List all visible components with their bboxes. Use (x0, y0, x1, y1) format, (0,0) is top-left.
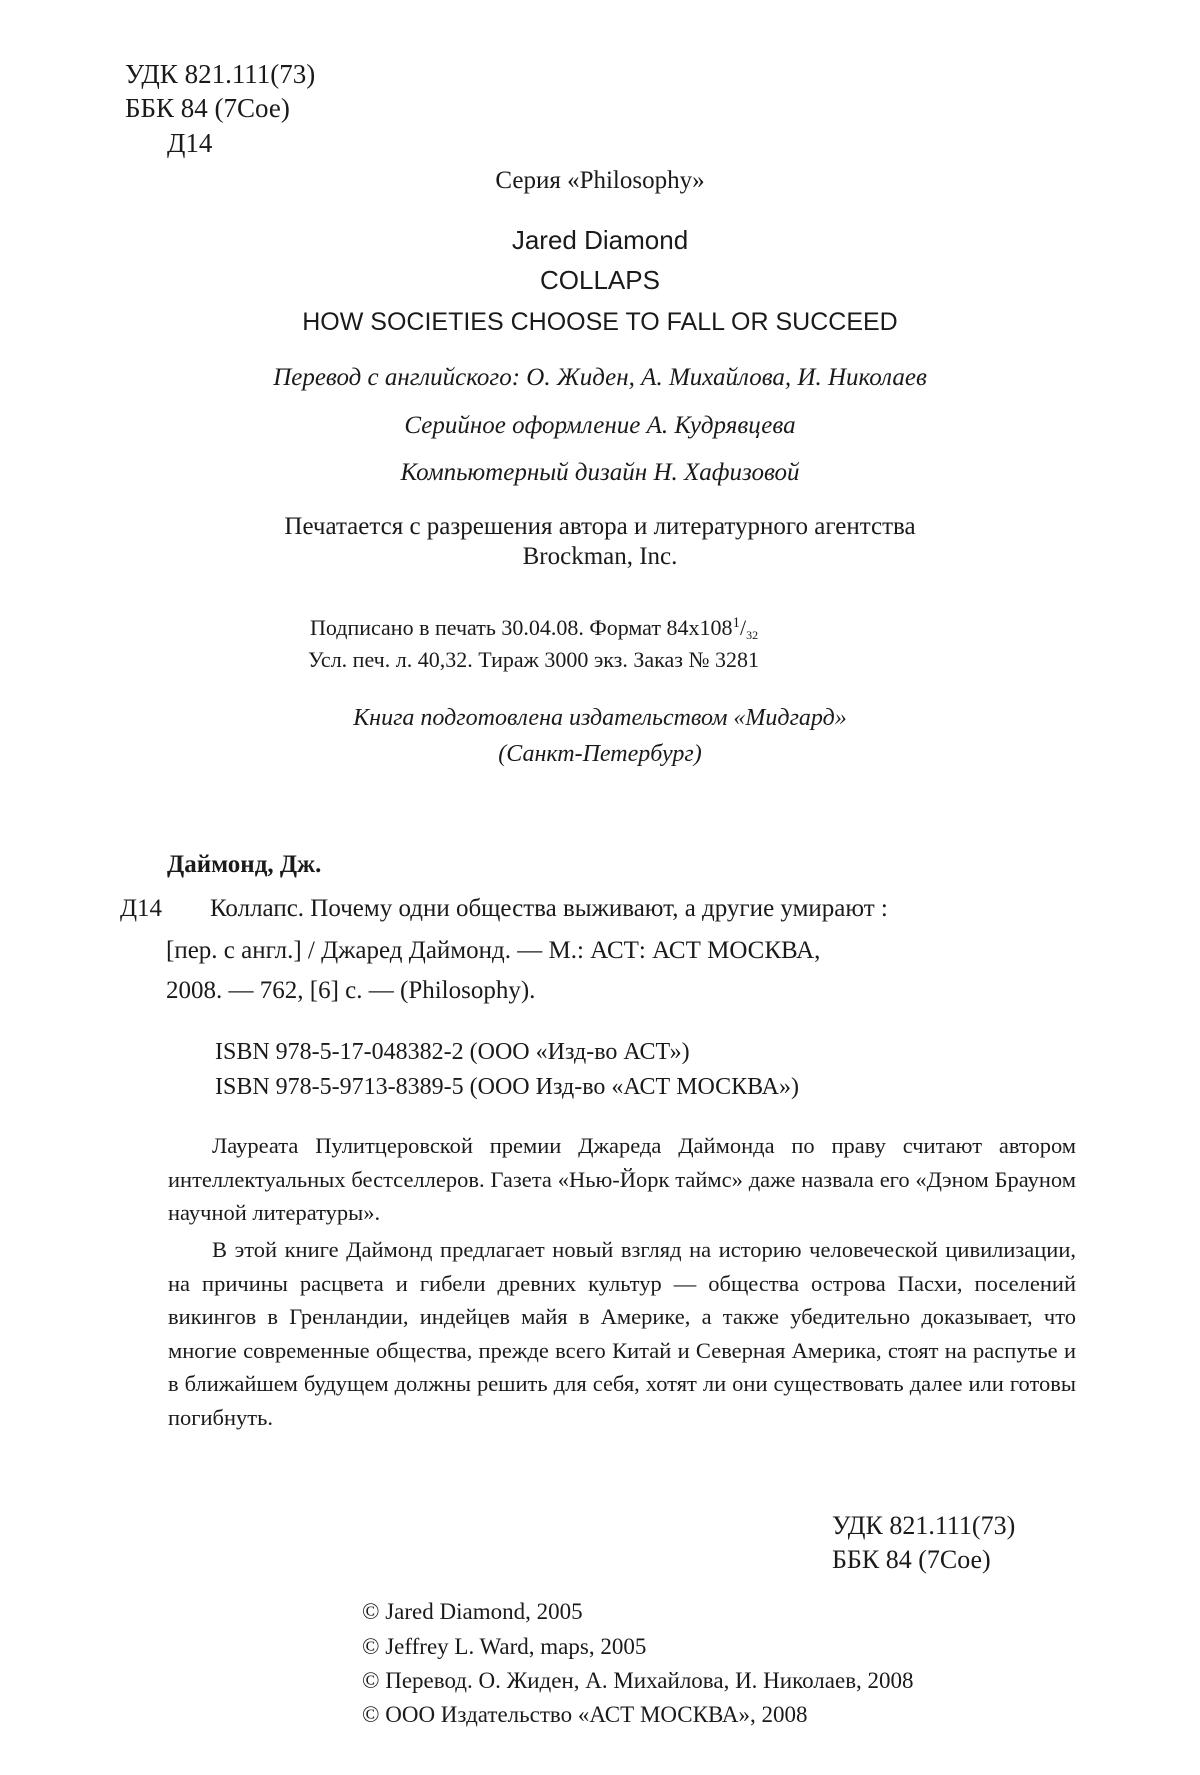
translation-credit: Перевод с английского: О. Жиден, А. Михайлова, И. Николаев (273, 364, 927, 391)
annotation-paragraph-1: Лауреата Пулитцеровской премии Джареда Даймонда по праву считают автором интеллектуальных бестселлеров. Газета «Нью-Йорк таймс» даже назвала его «Дэном Брауном научной литературы». (168, 1133, 1076, 1225)
footer-bbk-code: ББК 84 (7Сое) (832, 1545, 991, 1574)
print-info-line-1: Подписано в печать 30.04.08. Формат $84x108^1/_{32}$ (310, 615, 759, 642)
bbk-code: ББК 84 (7Сое) (125, 93, 290, 123)
permission-line-2: Brockman, Inc. (522, 543, 678, 570)
copyright-line: © Перевод. О. Жиден, А. Михайлова, И. Николаев, 2008 (362, 1668, 914, 1693)
permission-line-1: Печатается с разрешения автора и литературного агентства (284, 513, 916, 540)
original-author: Jared Diamond (511, 225, 689, 255)
original-title: COLLAPS (540, 265, 660, 295)
print-info-line-2: Усл. печ. л. 40,32. Тираж 3000 экз. Заказ № 3281 (308, 647, 759, 672)
computer-design-credit: Компьютерный дизайн Н. Хафизовой (400, 459, 800, 486)
copyright-line: © ООО Издательство «АСТ МОСКВА», 2008 (362, 1702, 808, 1727)
catalog-code: Д14 (120, 895, 163, 922)
format-fraction-denominator: 32 (746, 628, 759, 642)
publisher-note-line-2: (Санкт-Петербург) (498, 741, 702, 767)
udk-code: УДК 821.111(73) (125, 59, 316, 89)
catalog-author-heading: Даймонд, Дж. (167, 851, 322, 878)
isbn-1: ISBN 978-5-17-048382-2 (ООО «Изд-во АСТ») (215, 1039, 690, 1065)
series-design-credit: Серийное оформление А. Кудрявцева (404, 412, 796, 439)
copyright-line: © Jeffrey L. Ward, maps, 2005 (362, 1634, 647, 1659)
format-fraction-numerator: 1 (732, 615, 740, 631)
publisher-note-line-1: Книга подготовлена издательством «Мидгард» (353, 705, 847, 731)
catalog-entry-line-1: Коллапс. Почему одни общества выживают, а другие умирают : (210, 895, 888, 922)
footer-udk-code: УДК 821.111(73) (832, 1511, 1016, 1540)
catalog-entry-line-2: [пер. с англ.] / Джаред Даймонд. — М.: АСТ: АСТ МОСКВА, (166, 937, 821, 964)
series-title: Серия «Philosophy» (495, 167, 705, 194)
print-info-text: Подписано в печать 30.04.08. Формат 84x108 (310, 615, 733, 640)
isbn-2: ISBN 978-5-9713-8389-5 (ООО Изд-во «АСТ МОСКВА») (215, 1074, 799, 1100)
catalog-entry-line-3: 2008. — 762, [6] с. — (Philosophy). (166, 977, 536, 1004)
copyright-line: © Jared Diamond, 2005 (362, 1599, 583, 1624)
annotation-paragraph-2: В этой книге Даймонд предлагает новый взгляд на историю человеческой цивилизации, на причины расцвета и гибели древних культур — общества острова Пасхи, поселений викингов в Гренландии, индейцев майя в Америке, а также убедительно доказывает, что многие современные общества, прежде всего Китай и Северная Америка, стоят на распутье и в ближайшем будущем должны решить для себя, хотят ли они существовать далее или готовы погибнуть. (168, 1237, 1076, 1430)
original-subtitle: HOW SOCIETIES CHOOSE TO FALL OR SUCCEED (302, 308, 898, 336)
author-mark: Д14 (167, 128, 213, 158)
